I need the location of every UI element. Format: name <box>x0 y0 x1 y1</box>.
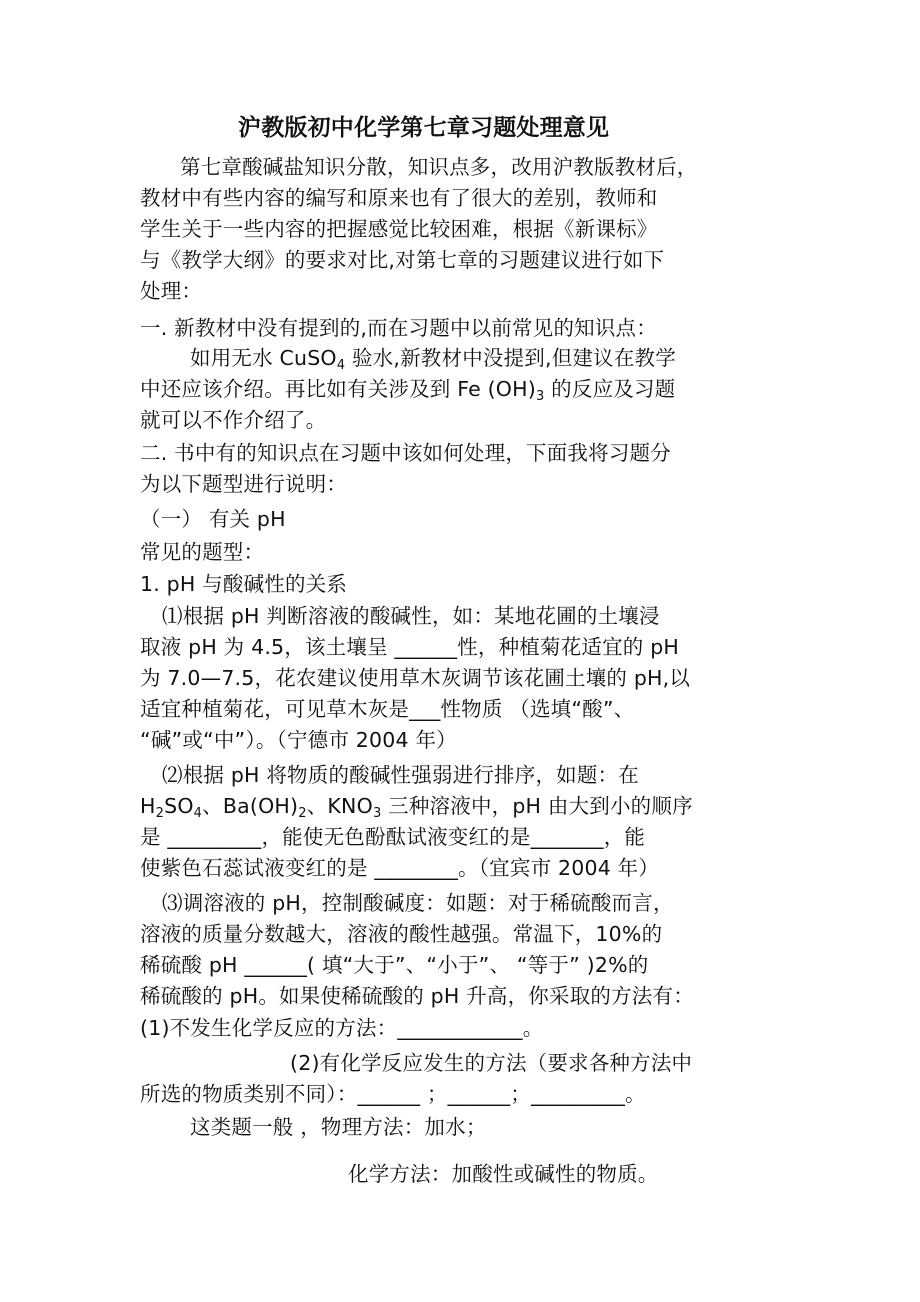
paragraph-line: 稀硫酸 pH ______( 填“大于”、“小于”、 “等于” )2%的 <box>140 953 649 977</box>
paragraph-line: 就可以不作介绍了。 <box>140 408 327 432</box>
paragraph-line: ⑴根据 pH 判断溶液的酸碱性，如：某地花圃的土壤浸 <box>162 604 660 628</box>
section-heading-1: 一. 新教材中没有提到的,而在习题中以前常见的知识点： <box>140 316 657 340</box>
paragraph-line: 学生关于一些内容的把握感觉比较困难，根据《新课标》 <box>140 217 658 241</box>
paragraph-line: 这类题一般 ，物理方法：加水； <box>190 1115 487 1139</box>
paragraph-line: “碱”或“中”）。（宁德市 2004 年） <box>140 728 457 752</box>
item-heading: 1. pH 与酸碱性的关系 <box>140 572 348 596</box>
paragraph-line: 使紫色石蕊试液变红的是 ________。（宜宾市 2004 年） <box>140 856 660 880</box>
paragraph-line: 处理： <box>140 279 203 303</box>
paragraph-line: 中还应该介绍。再比如有关涉及到 Fe $(OH)_3$ 的反应及习题 <box>140 377 676 404</box>
paragraph-line: ⑵根据 pH 将物质的酸碱性强弱进行排序，如题：在 <box>162 763 639 787</box>
paragraph-line: (2)有化学反应发生的方法（要求各种方法中 <box>290 1051 693 1075</box>
paragraph-line: 为以下题型进行说明： <box>140 472 347 496</box>
paragraph-line: 如用无水 CuSO$_4$ 验水,新教材中没提到,但建议在教学 <box>190 346 676 373</box>
paragraph-line: 所选的物质类别不同）：______ ；______；_________。 <box>140 1082 646 1106</box>
paragraph-line: 适宜种植菊花，可见草木灰是___性物质 （选填“酸”、 <box>140 697 635 721</box>
paragraph-line: 取液 pH 为 4.5，该土壤呈 ______性，种植菊花适宜的 pH <box>140 635 680 659</box>
paragraph-line: 教材中有些内容的编写和原来也有了很大的差别，教师和 <box>140 186 658 210</box>
paragraph-line: 常见的题型： <box>140 540 265 564</box>
paragraph-line: (1)不发生化学反应的方法：____________。 <box>140 1016 544 1040</box>
paragraph-line: 化学方法：加酸性或碱性的物质。 <box>348 1162 659 1186</box>
paragraph-line: 与《教学大纲》的要求对比,对第七章的习题建议进行如下 <box>140 248 665 272</box>
section-heading-2: 二. 书中有的知识点在习题中该如何处理，下面我将习题分 <box>140 441 671 465</box>
paragraph-line: 是 _________，能使无色酚酞试液变红的是_______，能 <box>140 825 646 849</box>
paragraph-line: $H_2SO_4$、$Ba(OH)_2$、$KNO_3$ 三种溶液中，pH 由大到小的顺序 <box>140 794 693 821</box>
paragraph-line: 溶液的质量分数越大，溶液的酸性越强。常温下，10%的 <box>140 922 663 946</box>
paragraph-line: ⑶调溶液的 pH，控制酸碱度：如题：对于稀硫酸而言， <box>162 891 674 915</box>
subsection-heading: （一） 有关 pH <box>140 507 286 531</box>
paragraph-line: 稀硫酸的 pH。如果使稀硫酸的 pH 升高，你采取的方法有： <box>140 984 694 1008</box>
document-title: 沪教版初中化学第七章习题处理意见 <box>238 115 610 141</box>
paragraph-line: 第七章酸碱盐知识分散，知识点多，改用沪教版教材后， <box>180 155 698 179</box>
paragraph-line: 为 7.0—7.5，花农建议使用草木灰调节该花圃土壤的 pH,以 <box>140 666 691 690</box>
